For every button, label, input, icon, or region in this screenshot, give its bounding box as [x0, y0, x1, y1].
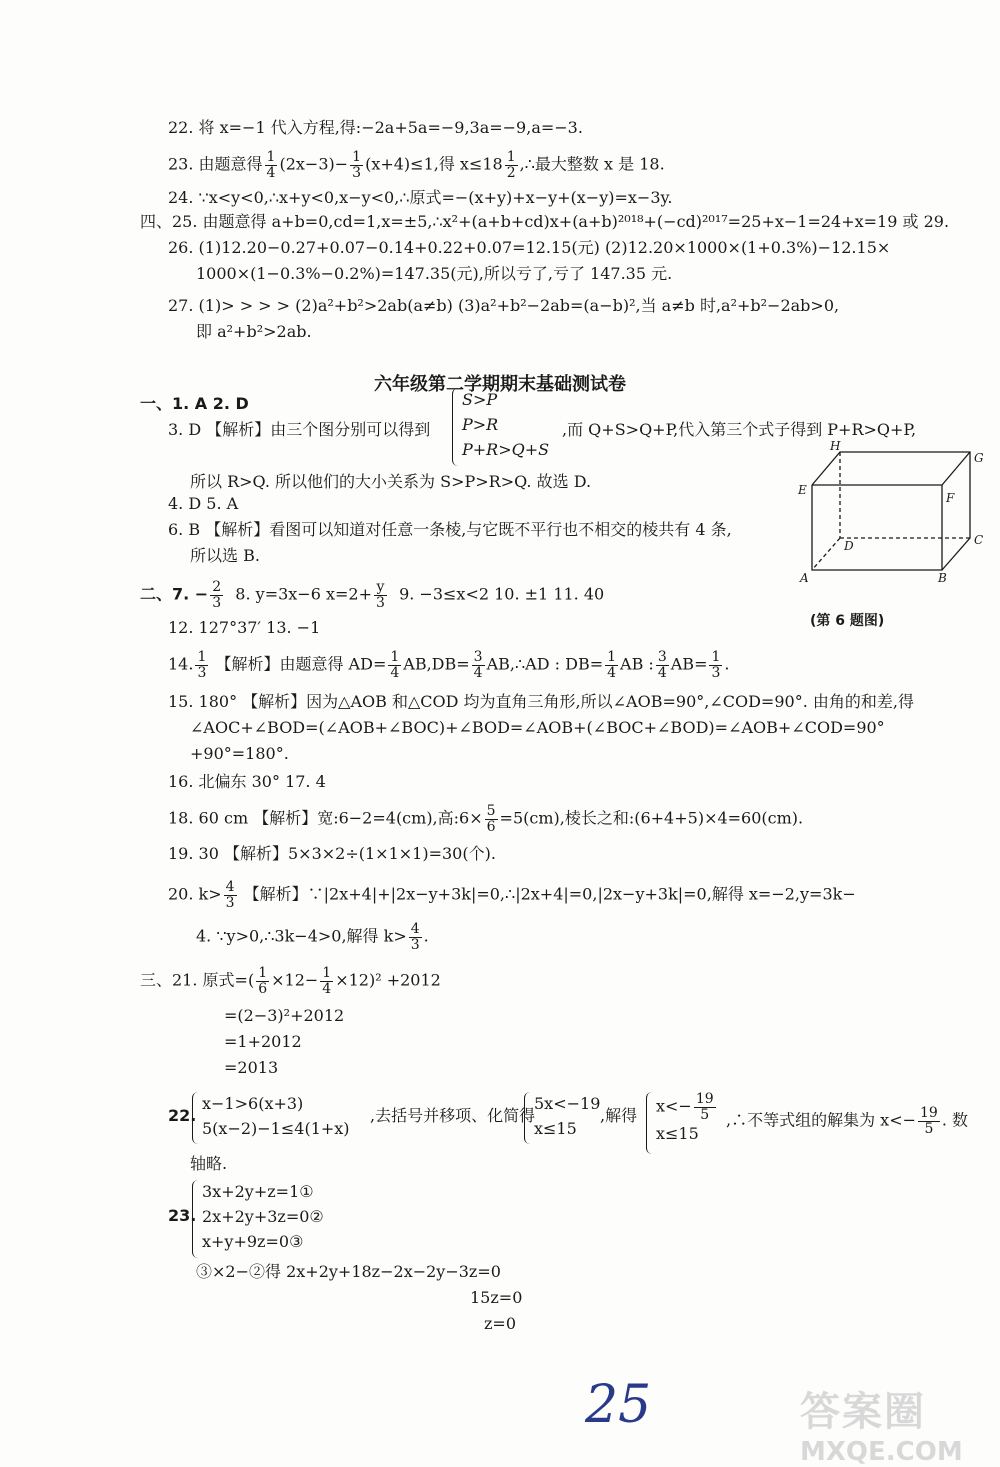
- vertex-label: D: [844, 539, 854, 553]
- answer-21-step3: =2013: [224, 1058, 279, 1077]
- fraction: $\frac{3}{4}$: [473, 649, 483, 681]
- fraction: $\frac{1}{3}$: [711, 649, 721, 681]
- answer-20-line1: 20. k> $\frac{4}{3}$ 【解析】∵|2x+4|+|2x−y+3k|=0,∴|2x+4|=0,|2x−y+3k|=0,解得 x=−2,y=3k−: [168, 879, 856, 911]
- answer-22-text2: ,解得: [600, 1106, 638, 1125]
- fraction: $\frac{19}{5}$: [920, 1105, 938, 1137]
- vertex-label: F: [946, 491, 955, 505]
- system-brace: 3x+2y+z=1① 2x+2y+3z=0② x+y+9z=0③: [192, 1180, 324, 1258]
- answer-15-line1: 15. 180° 【解析】因为△AOB 和△COD 均为直角三角形,所以∠AOB=90°,∠COD=90°. 由角的和差,得: [168, 692, 914, 711]
- fraction: $\frac{2}{3}$: [212, 579, 222, 611]
- answer-3-line2: 所以 R>Q. 所以他们的大小关系为 S>P>R>Q. 故选 D.: [190, 472, 592, 491]
- answer-22-text3: ,∴不等式组的解集为 x<− $\frac{19}{5}$ . 数: [726, 1105, 969, 1137]
- figure-caption: (第 6 题图): [810, 613, 885, 629]
- vertex-label: H: [830, 440, 841, 453]
- answer-20-line2: 4. ∵y>0,∴3k−4>0,解得 k> $\frac{4}{3}$ .: [196, 921, 429, 953]
- answer-26-line2: 1000×(1−0.3%−0.2%)=147.35(元),所以亏了,亏了 147.35 元.: [196, 264, 673, 283]
- fraction: $\frac{4}{3}$: [410, 921, 420, 953]
- section-title: 六年级第二学期期末基础测试卷: [374, 374, 626, 395]
- system-brace: 5x<−19 x≤15: [524, 1092, 600, 1144]
- answer-6-line2: 所以选 B.: [190, 546, 260, 565]
- fraction: $\frac{1}{4}$: [607, 649, 617, 681]
- answer-23-step3: z=0: [484, 1314, 517, 1333]
- system-brace: x<− $\frac{19}{5}$ x≤15: [646, 1092, 718, 1154]
- answer-21: 三、21. 原式=( $\frac{1}{6}$ ×12− $\frac{1}{4}$ ×12)² +2012: [140, 965, 441, 997]
- answer-18: 18. 60 cm 【解析】宽:6−2=4(cm),高:6× $\frac{5}{6}$ =5(cm),棱长之和:(6+4+5)×4=60(cm).: [168, 803, 804, 835]
- answer-22-label: 22.: [168, 1106, 197, 1125]
- vertex-label: A: [800, 571, 809, 585]
- cuboid-figure: [790, 440, 990, 630]
- answer-24: 24. ∵x<y<0,∴x+y<0,x−y<0,∴原式=−(x+y)+x−y+(x−y)=x−3y.: [168, 188, 673, 207]
- watermark-logo: 答案圈: [800, 1389, 926, 1435]
- answer-27-line2: 即 a²+b²>2ab.: [196, 322, 312, 341]
- fraction: $\frac{y}{3}$: [375, 579, 385, 611]
- fraction: $\frac{3}{4}$: [657, 649, 667, 681]
- fraction: $\frac{1}{3}$: [352, 149, 362, 181]
- answer-21-step1: =(2−3)²+2012: [224, 1006, 345, 1025]
- answer-22-text4: 轴略.: [190, 1154, 228, 1173]
- page-number: 25: [585, 1375, 652, 1435]
- answer-27-line1: 27. (1)> > > > (2)a²+b²>2ab(a≠b) (3)a²+b²−2ab=(a−b)²,当 a≠b 时,a²+b²−2ab>0,: [168, 296, 840, 315]
- vertex-label: G: [974, 451, 984, 465]
- watermark: [800, 1380, 963, 1467]
- answer-3-line1a: 3. D 【解析】由三个图分别可以得到: [168, 420, 431, 439]
- answer-1-2: 一、1. A 2. D: [140, 394, 249, 413]
- answer-23: 23. 由题意得 $\frac{1}{4}$ (2x−3)− $\frac{1}{3}$ (x+4)≤1,得 x≤18 $\frac{1}{2}$ ,∴最大整数 x 是 18.: [168, 149, 665, 181]
- answer-23-label: 23.: [168, 1206, 197, 1225]
- fraction: $\frac{1}{4}$: [390, 649, 400, 681]
- fraction: $\frac{1}{6}$: [258, 965, 268, 997]
- answer-26-line1: 26. (1)12.20−0.27+0.07−0.14+0.22+0.07=12.15(元) (2)12.20×1000×(1+0.3%)−12.15×: [168, 238, 891, 257]
- answer-22-text1: ,去括号并移项、化简得: [370, 1106, 536, 1125]
- vertex-label: C: [974, 533, 984, 547]
- fraction: $\frac{1}{4}$: [266, 149, 276, 181]
- answer-23-step1: ③×2−②得 2x+2y+18z−2x−2y−3z=0: [196, 1262, 501, 1281]
- fraction: $\frac{19}{5}$: [695, 1091, 714, 1123]
- vertex-label: E: [798, 483, 807, 497]
- answer-21-step2: =1+2012: [224, 1032, 302, 1051]
- fraction: $\frac{1}{3}$: [197, 649, 207, 681]
- answer-3-line1b: ,而 Q+S>Q+P,代入第三个式子得到 P+R>Q+P,: [562, 420, 917, 439]
- answer-6-line1: 6. B 【解析】看图可以知道对任意一条棱,与它既不平行也不相交的棱共有 4 条,: [168, 520, 732, 539]
- answer-23-step2: 15z=0: [470, 1288, 523, 1307]
- answer-4-5: 4. D 5. A: [168, 494, 239, 513]
- fraction: $\frac{5}{6}$: [486, 803, 496, 835]
- answer-19: 19. 30 【解析】5×3×2÷(1×1×1)=30(个).: [168, 844, 496, 863]
- answer-25: 四、25. 由题意得 a+b=0,cd=1,x=±5,∴x²+(a+b+cd)x+(a+b)²⁰¹⁸+(−cd)²⁰¹⁷=25+x−1=24+x=19 或 29.: [140, 212, 950, 231]
- answer-22: 22. 将 x=−1 代入方程,得:−2a+5a=−9,3a=−9,a=−3.: [168, 118, 583, 137]
- watermark-url: MXQE.COM: [800, 1437, 963, 1467]
- fraction: $\frac{1}{4}$: [322, 965, 332, 997]
- answer-12-13: 12. 127°37′ 13. −1: [168, 618, 321, 637]
- fraction: $\frac{1}{2}$: [506, 149, 516, 181]
- vertex-label: B: [938, 571, 947, 585]
- answer-15-line2: ∠AOC+∠BOD=(∠AOB+∠BOC)+∠BOD=∠AOB+(∠BOC+∠BOD)=∠AOB+∠COD=90°: [190, 718, 885, 737]
- answer-7-11: 二、7. − $\frac{2}{3}$ 8. y=3x−6 x=2+ $\frac{y}{3}$ 9. −3≤x<2 10. ±1 11. 40: [140, 579, 605, 611]
- system-brace: S>P P>R P+R>Q+S: [452, 388, 549, 466]
- answer-14: 14. $\frac{1}{3}$ 【解析】由题意得 AD= $\frac{1}{4}$ AB,DB= $\frac{3}{4}$ AB,∴AD : DB= $\frac{1}{4}$ AB : $\frac{3}{4}$ AB= $\frac{1}{3}$ .: [168, 649, 730, 681]
- answer-16-17: 16. 北偏东 30° 17. 4: [168, 772, 326, 791]
- answer-15-line3: +90°=180°.: [190, 744, 289, 763]
- system-brace: x−1>6(x+3) 5(x−2)−1≤4(1+x): [192, 1092, 350, 1144]
- fraction: $\frac{4}{3}$: [225, 879, 235, 911]
